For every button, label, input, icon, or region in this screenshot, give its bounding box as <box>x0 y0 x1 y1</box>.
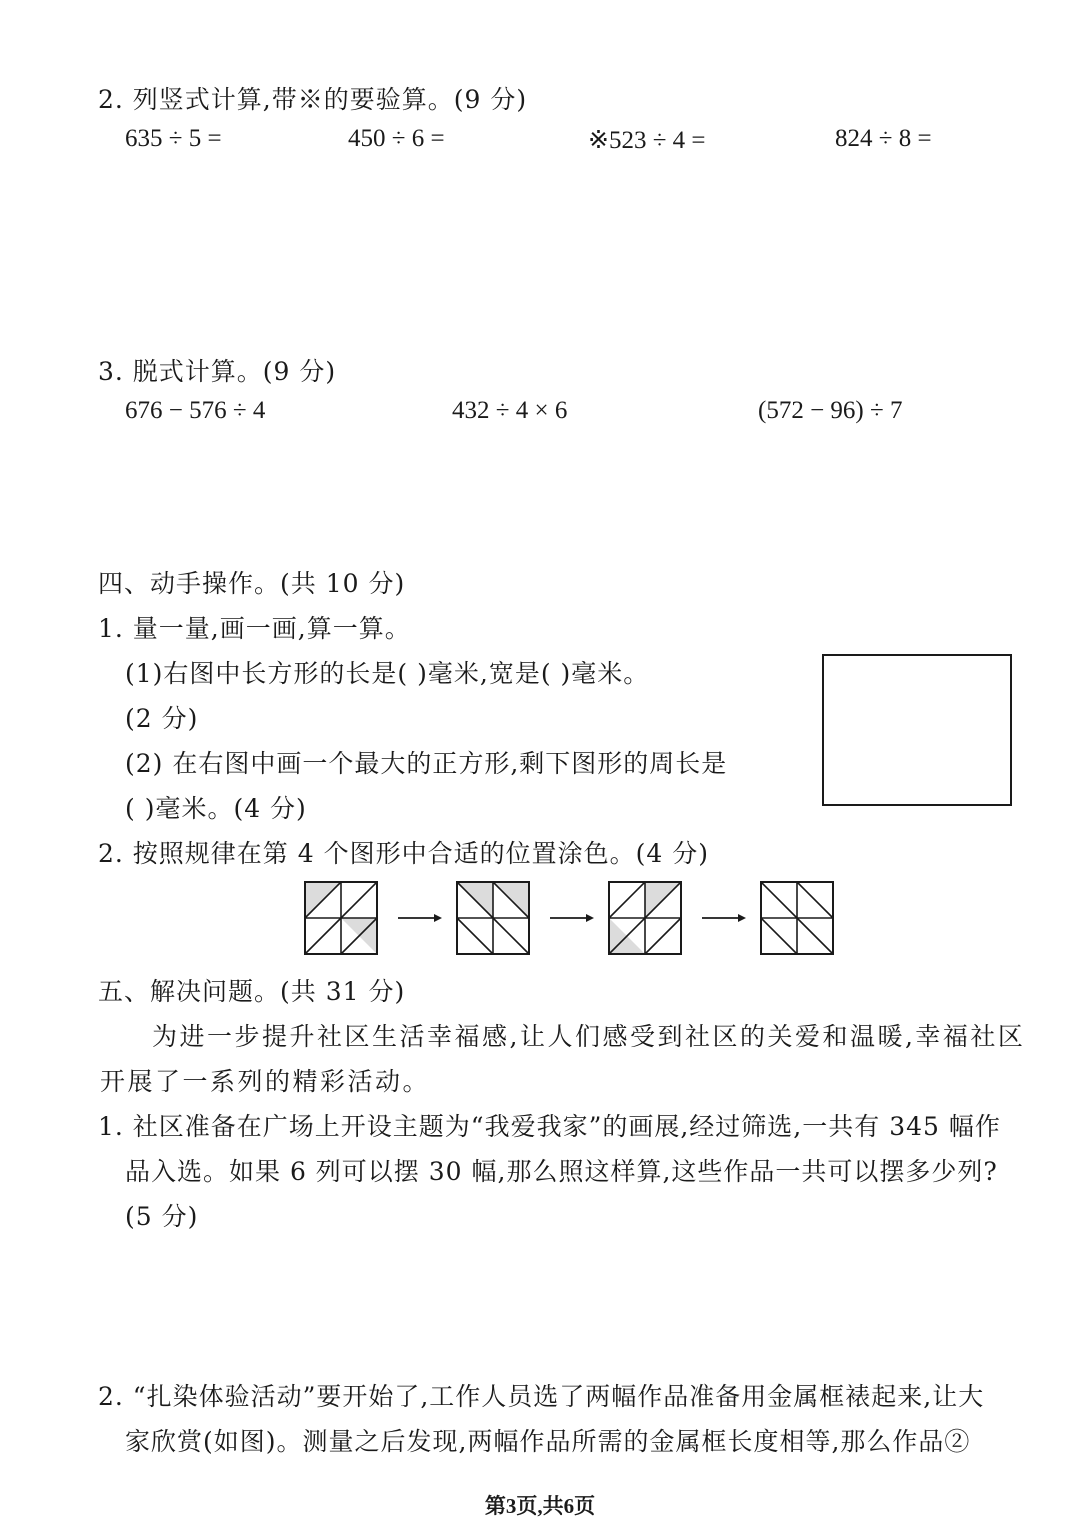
measure-rectangle <box>822 654 1012 806</box>
pattern-figure-4 <box>761 882 833 954</box>
s5-q2-line1: 2. “扎染体验活动”要开始了,工作人员选了两幅作品准备用金属框裱起来,让大 <box>98 1382 985 1411</box>
q2-title: 2. 列竖式计算,带※的要验算。(9 分) <box>98 85 528 114</box>
s5-q1-line2: 品入选。如果 6 列可以摆 30 幅,那么照这样算,这些作品一共可以摆多少列? <box>125 1157 998 1186</box>
s4-q2-title: 2. 按照规律在第 4 个图形中合适的位置涂色。(4 分) <box>98 839 709 868</box>
s4-q1-line4: ( )毫米。(4 分) <box>125 794 307 823</box>
s4-q1-line3: (2) 在右图中画一个最大的正方形,剩下图形的周长是 <box>125 749 728 778</box>
pattern-figures <box>300 878 840 958</box>
pattern-figure-2 <box>457 882 529 954</box>
s4-q1-line1: (1)右图中长方形的长是( )毫米,宽是( )毫米。 <box>125 659 650 688</box>
arrow-2 <box>550 914 594 922</box>
arrow-3 <box>702 914 746 922</box>
q3-title: 3. 脱式计算。(9 分) <box>98 357 337 386</box>
q2-expr-3: ※523 ÷ 4 = <box>588 127 706 154</box>
section4-title: 四、动手操作。(共 10 分) <box>98 569 406 598</box>
s5-q1-line3: (5 分) <box>125 1202 199 1231</box>
s4-q1-title: 1. 量一量,画一画,算一算。 <box>98 614 411 643</box>
q3-expr-2: 432 ÷ 4 × 6 <box>452 397 568 424</box>
q2-expr-2: 450 ÷ 6 = <box>348 125 445 152</box>
pattern-figure-3 <box>609 882 681 954</box>
s4-q1-line2: (2 分) <box>125 704 199 733</box>
q2-expr-1: 635 ÷ 5 = <box>125 125 222 152</box>
pattern-figure-1 <box>305 882 377 954</box>
s5-q2-line2: 家欣赏(如图)。测量之后发现,两幅作品所需的金属框长度相等,那么作品② <box>125 1427 971 1456</box>
s5-intro-line1: 为进一步提升社区生活幸福感,让人们感受到社区的关爱和温暖,幸福社区 <box>152 1022 1026 1051</box>
q2-expr-4: 824 ÷ 8 = <box>835 125 932 152</box>
q3-expr-3: (572 − 96) ÷ 7 <box>758 397 903 424</box>
arrow-1 <box>398 914 442 922</box>
s5-intro-line2: 开展了一系列的精彩活动。 <box>100 1067 431 1096</box>
page-number: 第3页,共6页 <box>484 1494 596 1518</box>
s5-q1-line1: 1. 社区准备在广场上开设主题为“我爱我家”的画展,经过筛选,一共有 345 幅作 <box>98 1112 1001 1141</box>
section5-title: 五、解决问题。(共 31 分) <box>98 977 406 1006</box>
q3-expr-1: 676 − 576 ÷ 4 <box>125 397 266 424</box>
